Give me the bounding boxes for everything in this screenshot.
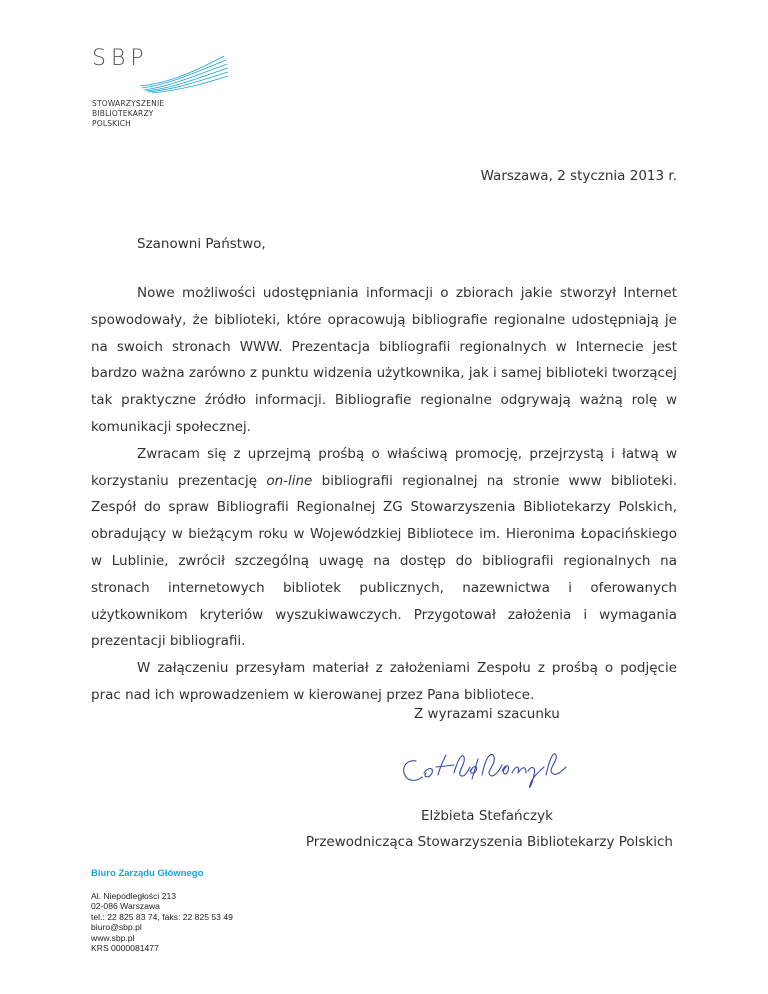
footer-phone: tel.: 22 825 83 74, faks: 22 825 53 49	[91, 911, 233, 922]
paragraph-3: W załączeniu przesyłam materiał z założeniami Zespołu z prośbą o podjęcie prac nad ich wprowadzeniem w kierowanej przez Pana bibliotece.	[91, 660, 677, 703]
logo-sub-line: BIBLIOTEKARZY	[92, 109, 154, 118]
salutation: Szanowni Państwo,	[137, 236, 266, 252]
logo-mark: SBP	[92, 46, 149, 71]
logo-sub-line: STOWARZYSZENIE	[92, 99, 165, 108]
letter-date: Warszawa, 2 stycznia 2013 r.	[480, 168, 677, 184]
paragraph-2-part-a: Zwracam się z uprzejmą prośbą o właściwą promocję, przejrzystą i łatwą w korzystaniu prezentację	[91, 445, 677, 489]
signer-name: Elżbieta Stefańczyk	[421, 808, 553, 824]
paragraph-1: Nowe możliwości udostępniania informacji o zbiorach jakie stworzył Internet spowodowały, że biblioteki, które opracowują bibliografie regionalne udostępniają je na swoich stronach WWW. Prezentacja bibliografii regionalnych w Internecie jest bardzo ważna zarówno z punktu widzenia użytkownika, jak i samej biblioteki tworzącej tak praktyczne źródło informacji. Bibliografie regionalne odgrywają ważną rolę w komunikacji społecznej.	[91, 285, 677, 435]
handwritten-signature	[398, 745, 583, 793]
paragraph-2	[91, 441, 677, 655]
footer-heading: Biuro Zarządu Głównego	[91, 868, 204, 879]
footer-address: Al. Niepodległości 213	[91, 891, 177, 901]
footer-email: biuro@sbp.pl	[91, 922, 142, 933]
logo-sub-line: POLSKICH	[92, 119, 131, 128]
paragraph-2-emphasis: on-line	[266, 472, 313, 489]
footer-website: www.sbp.pl	[91, 932, 135, 943]
footer-postal: 02-086 Warszawa	[91, 901, 160, 912]
footer-krs: KRS 0000081477	[91, 943, 159, 954]
letter-body	[91, 280, 677, 709]
sbp-logo	[92, 46, 212, 146]
logo-subtitle	[92, 99, 164, 129]
closing: Z wyrazami szacunku	[414, 706, 560, 722]
signer-title: Przewodnicząca Stowarzyszenia Bibliotekarzy Polskich	[305, 834, 673, 850]
logo-swoosh-icon	[132, 46, 232, 96]
paragraph-2-part-b: bibliografii regionalnej na stronie www biblioteki. Zespół do spraw Bibliografii Regionalnej ZG Stowarzyszenia Bibliotekarzy Polskich, obradujący w bieżącym roku w Wojewódzkiej Bibliotece im. Hieronima Łopacińskiego w Lublinie, zwrócił szczególną uwagę na dostęp do bibliografii regionalnych na stronach internetowych bibliotek publicznych, nazewnictwa i oferowanych użytkownikom kryteriów wyszukiwawczych. Przygotował założenia i wymagania prezentacji bibliografii.	[91, 472, 678, 650]
footer-contact	[91, 868, 233, 953]
